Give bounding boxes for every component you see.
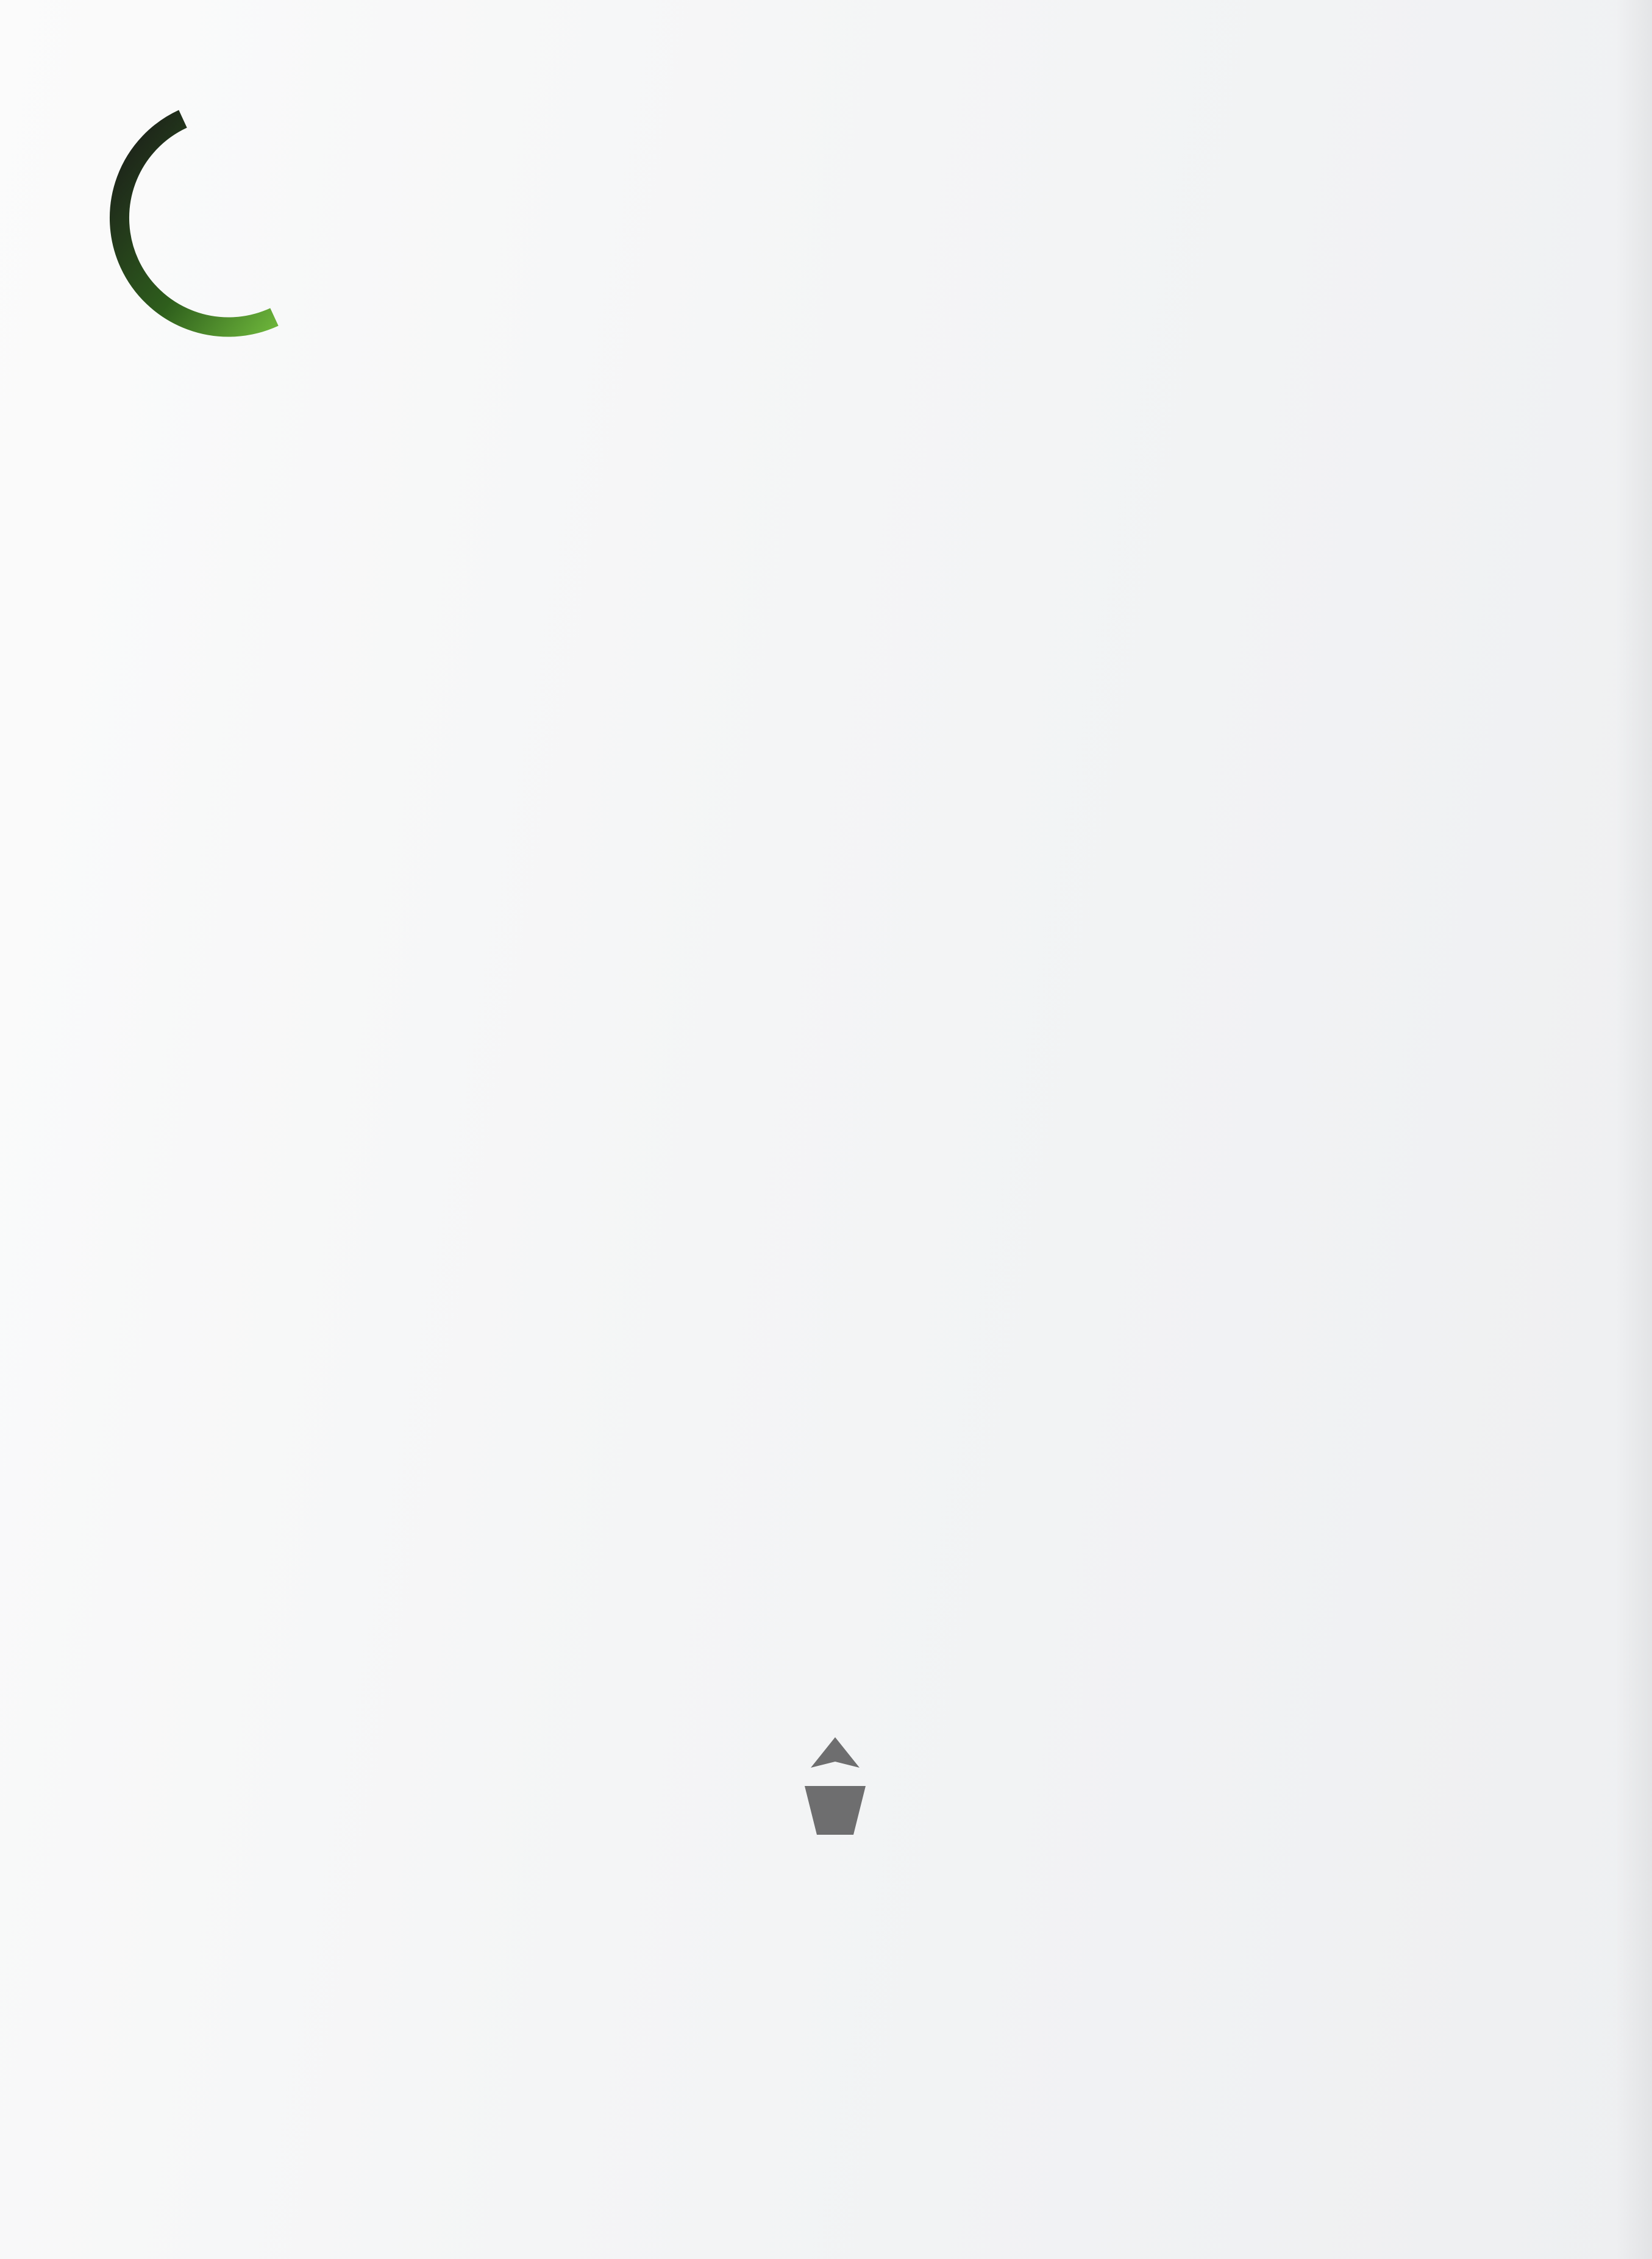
logo-ring-arc <box>119 119 274 327</box>
handwritten-signature <box>719 1646 1268 2109</box>
professionals-logo <box>91 61 396 341</box>
